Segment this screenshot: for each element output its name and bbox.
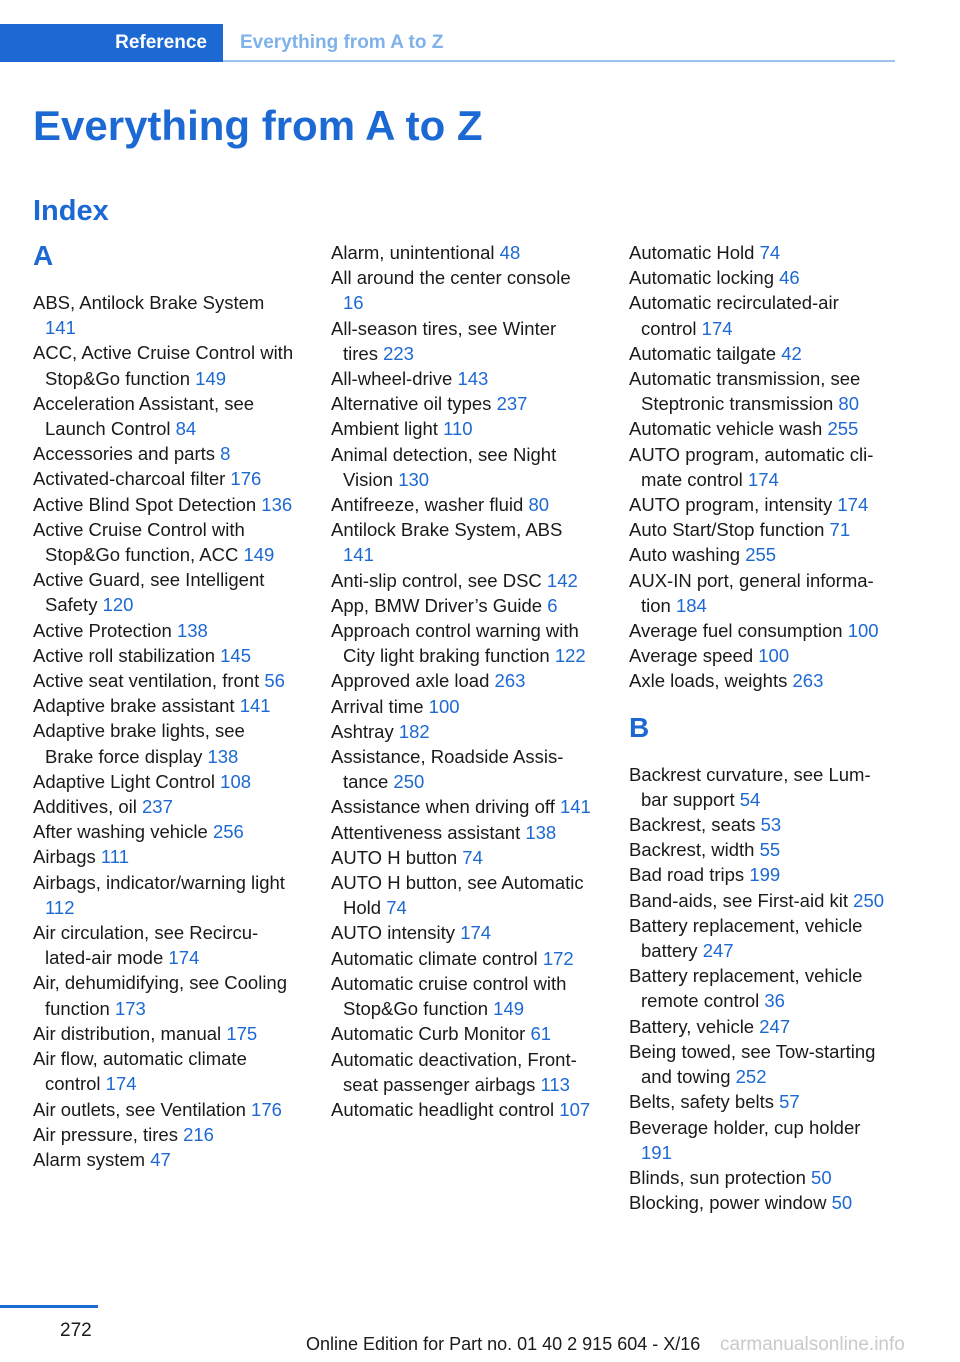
header-rule [223, 60, 895, 62]
index-entry [33, 693, 295, 718]
index-entry-text: Blinds, sun protection [629, 1166, 806, 1188]
index-entry [629, 492, 891, 517]
index-entry-text: Automatic headlight control [331, 1098, 555, 1120]
index-entry-text: Backrest, width [629, 839, 755, 861]
index-entry-text: Airbags [33, 846, 96, 868]
index-entry [33, 870, 295, 920]
index-entry [331, 870, 593, 920]
index-entry-text: Ashtray [331, 720, 394, 742]
index-entry [331, 366, 593, 391]
index-entry [331, 442, 593, 492]
index-page-link[interactable]: 84 [175, 418, 197, 440]
index-entry-text: Ambient light [331, 418, 438, 440]
index-entry [33, 466, 295, 491]
index-page-link[interactable]: 100 [758, 645, 790, 667]
index-entry-text: Active Blind Spot Detection [33, 493, 257, 515]
index-entry-text: Automatic deactivation, Front-seat passenger airbags [331, 1048, 577, 1095]
index-entry [33, 1147, 295, 1172]
index-entry-text: App, BMW Driver’s Guide [331, 594, 543, 616]
index-page-link[interactable]: 47 [150, 1148, 171, 1170]
index-entry [331, 416, 593, 441]
index-page-link[interactable]: 255 [745, 544, 777, 566]
index-entry-text: Air distribution, manual [33, 1022, 222, 1044]
index-column-3 [629, 240, 891, 1215]
index-entry [629, 1089, 891, 1114]
index-page-link[interactable]: 176 [251, 1098, 282, 1120]
index-entry-text: Animal detection, see Night Vision [331, 443, 557, 490]
index-page-link[interactable]: 199 [749, 864, 781, 886]
index-entry [629, 762, 891, 812]
index-entry [33, 819, 295, 844]
index-entry [331, 517, 593, 567]
index-entry [629, 1165, 891, 1190]
index-entry [629, 963, 891, 1013]
index-entry [33, 643, 295, 668]
index-page-link[interactable]: 250 [853, 889, 885, 911]
index-entry-text: Automatic Hold [629, 242, 755, 263]
index-column-1 [33, 240, 295, 1172]
index-letter: A [33, 240, 54, 271]
index-entry-text: Arrival time [331, 695, 424, 717]
index-entry-text: Automatic locking [629, 267, 774, 289]
index-entry [33, 1122, 295, 1147]
index-entry-text: AUTO intensity [331, 922, 456, 944]
index-page-link[interactable]: 237 [496, 393, 528, 415]
index-entry-text: Activated-charcoal filter [33, 468, 226, 490]
index-entry [629, 290, 891, 340]
index-page-link[interactable]: 237 [142, 796, 173, 818]
index-page-link[interactable]: 174 [837, 494, 869, 516]
index-entry-text: AUTO H button, see Automatic Hold [331, 872, 584, 919]
index-page-link[interactable]: 256 [212, 821, 244, 843]
index-entry-text: Attentiveness assistant [331, 821, 521, 843]
index-entry [33, 340, 295, 390]
index-entry [331, 618, 593, 668]
index-entry [331, 719, 593, 744]
index-page-link[interactable]: 113 [540, 1073, 570, 1095]
index-entry [331, 1047, 593, 1097]
index-entry [33, 567, 295, 617]
index-entry [629, 240, 891, 265]
index-entry-text: AUTO H button [331, 846, 458, 868]
index-page-link[interactable]: 247 [759, 1015, 791, 1037]
index-entry-text: Backrest, seats [629, 814, 756, 836]
index-entry [629, 265, 891, 290]
index-page-link[interactable]: 145 [220, 644, 252, 666]
index-entry [33, 441, 295, 466]
index-entry-text: Assistance, Roadside Assistance [331, 746, 564, 793]
index-page-link[interactable]: 174 [168, 947, 200, 969]
index-page-link[interactable]: 174 [460, 922, 492, 944]
footer-rule [0, 1305, 98, 1308]
index-page-link[interactable]: 48 [499, 242, 521, 263]
index-entry [33, 844, 295, 869]
index-entry-text: After washing vehicle [33, 821, 208, 843]
index-entry-text: Automatic vehicle wash [629, 418, 823, 440]
index-entry-text: Airbags, indicator/warning light [33, 871, 285, 893]
index-entry-text: Antilock Brake System, ABS [331, 519, 563, 541]
index-page-link[interactable]: 172 [542, 947, 574, 969]
index-entry-text: Automatic transmission, see Steptronic transmission [629, 368, 861, 415]
index-entry-text: Antifreeze, washer fluid [331, 494, 524, 516]
index-heading: Index [33, 195, 109, 227]
index-entry [331, 845, 593, 870]
index-page-link[interactable]: 174 [701, 317, 733, 339]
index-page-link[interactable]: 110 [443, 418, 473, 440]
index-entry-text: Air pressure, tires [33, 1123, 178, 1145]
index-entry [331, 946, 593, 971]
index-page-link[interactable]: 247 [702, 940, 734, 962]
index-entry [33, 1097, 295, 1122]
index-entry-text: Automatic cruise control with Stop&Go function [331, 972, 567, 1020]
index-entry [629, 442, 891, 492]
index-entry [331, 316, 593, 366]
index-entry [629, 1190, 891, 1215]
index-entry-text: Blocking, power window [629, 1192, 827, 1214]
index-entry [629, 568, 891, 618]
index-page-link[interactable]: 174 [105, 1073, 137, 1095]
index-entry-text: Active Guard, see Intelligent Safety [33, 569, 265, 616]
index-entry-text: Alternative oil types [331, 393, 492, 415]
index-entry [629, 1115, 891, 1165]
index-page-link[interactable]: 80 [838, 393, 859, 415]
index-entry-text: Adaptive brake assistant [33, 695, 235, 717]
section-tab-reference[interactable]: Reference [0, 24, 223, 62]
index-page-link[interactable]: 107 [559, 1098, 591, 1120]
index-entry [331, 568, 593, 593]
index-page-link[interactable]: 100 [428, 695, 460, 717]
index-entry [331, 265, 593, 315]
index-entry-text: Belts, safety belts [629, 1091, 774, 1113]
index-entry-text: Axle loads, weights [629, 670, 788, 692]
index-entry [331, 820, 593, 845]
index-entry [33, 391, 295, 441]
index-page-link[interactable]: 149 [243, 544, 275, 566]
index-entry [629, 341, 891, 366]
index-page-link[interactable]: 136 [261, 493, 293, 515]
index-entry [331, 971, 593, 1021]
index-page-link[interactable]: 141 [239, 695, 271, 717]
index-entry [33, 794, 295, 819]
index-page-link[interactable]: 16 [343, 292, 364, 314]
edition-note: Online Edition for Part no. 01 40 2 915 604 - X/16 [306, 1334, 701, 1354]
index-page-link[interactable]: 174 [747, 468, 779, 490]
index-entry-text: Air outlets, see Ventilation [33, 1098, 246, 1120]
index-entry [331, 668, 593, 693]
index-page-link[interactable]: 61 [530, 1023, 552, 1045]
index-entry-text: Auto washing [629, 544, 741, 566]
index-entry-text: Air circulation, see Recirculated-air mode [33, 922, 259, 969]
index-column-2 [331, 240, 593, 1122]
index-page-link[interactable]: 255 [827, 418, 859, 440]
index-page-link[interactable]: 112 [45, 896, 75, 918]
index-entry [629, 888, 891, 913]
index-page-link[interactable]: 42 [781, 342, 802, 364]
index-entry [629, 517, 891, 542]
index-entry-text: Active Protection [33, 619, 172, 641]
index-entry-text: All-wheel-drive [331, 368, 453, 390]
index-page-link[interactable]: 141 [559, 796, 591, 818]
section-tab-everything[interactable]: Everything from A to Z [240, 32, 444, 53]
index-entry-text: Adaptive Light Control [33, 770, 216, 792]
index-entry [33, 618, 295, 643]
index-entry [629, 1014, 891, 1039]
page-title: Everything from A to Z [33, 102, 483, 149]
index-entry [331, 920, 593, 945]
index-page-link[interactable]: 175 [226, 1022, 258, 1044]
index-page-link[interactable]: 143 [457, 368, 489, 390]
index-entry [331, 694, 593, 719]
index-entry [629, 668, 891, 693]
index-entry-text: Approach control warning with City light braking function [331, 620, 579, 667]
index-page-link[interactable]: 108 [220, 770, 252, 792]
index-entry [629, 862, 891, 887]
index-entry-text: ACC, Active Cruise Control with Stop&Go function [33, 342, 294, 389]
index-entry [331, 492, 593, 517]
index-entry-text: AUTO program, automatic climate control [629, 443, 874, 490]
index-entry [629, 618, 891, 643]
index-page-link[interactable]: 138 [525, 821, 557, 843]
index-entry [33, 290, 295, 340]
index-entry-text: Additives, oil [33, 796, 137, 818]
index-page-link[interactable]: 56 [264, 670, 285, 692]
index-entry [331, 593, 593, 618]
index-entry-text: Battery replacement, vehicle battery [629, 914, 863, 962]
index-entry [629, 1039, 891, 1089]
index-entry-text: Active roll stabilization [33, 644, 215, 666]
index-entry-text: Average speed [629, 645, 754, 667]
header-bar [0, 24, 895, 62]
index-entry [331, 391, 593, 416]
watermark: carmanualsonline.info [720, 1334, 905, 1355]
index-page-link[interactable]: 54 [739, 788, 761, 810]
index-entry [331, 1097, 593, 1122]
index-entry [629, 416, 891, 441]
index-entry [629, 812, 891, 837]
index-entry [629, 366, 891, 416]
index-entry-text: AUX-IN port, general information [629, 569, 874, 616]
index-page-link[interactable]: 141 [45, 317, 76, 339]
index-entry-text: Beverage holder, cup holder [629, 1116, 861, 1138]
index-page-link[interactable]: 80 [528, 494, 550, 516]
index-entry-text: Automatic Curb Monitor [331, 1023, 526, 1045]
index-entry-text: Acceleration Assistant, see Launch Control [33, 392, 255, 440]
index-entry [33, 769, 295, 794]
index-page-link[interactable]: 6 [547, 594, 558, 616]
index-page-link[interactable]: 130 [398, 468, 430, 490]
index-entry [33, 718, 295, 768]
index-entry-text: Band-aids, see First-aid kit [629, 889, 849, 911]
page-number: 272 [60, 1320, 92, 1341]
index-page-link[interactable]: 100 [847, 620, 879, 642]
index-page-link[interactable]: 138 [176, 619, 208, 641]
index-entry [629, 913, 891, 963]
index-page-link[interactable]: 138 [207, 745, 239, 767]
index-entry-text: Anti-slip control, see DSC [331, 569, 542, 591]
index-entry-text: Auto Start/Stop function [629, 519, 825, 541]
index-page-link[interactable]: 53 [760, 814, 782, 836]
index-entry-text: Alarm, unintentional [331, 242, 495, 263]
index-entry [629, 837, 891, 862]
index-page-link[interactable]: 111 [100, 846, 129, 868]
index-page-link[interactable]: 120 [102, 594, 134, 616]
index-page-link[interactable]: 46 [779, 267, 800, 289]
index-entry [33, 1046, 295, 1096]
index-entry [331, 1021, 593, 1046]
index-entry-text: Approved axle load [331, 670, 490, 692]
index-entry-text: Accessories and parts [33, 443, 216, 465]
index-entry-text: All around the center console [331, 267, 571, 289]
index-entry-text: Automatic tailgate [629, 342, 777, 364]
index-page-link[interactable]: 8 [220, 443, 231, 465]
index-page-link[interactable]: 223 [383, 342, 414, 364]
index-entry [331, 744, 593, 794]
index-page-link[interactable]: 55 [759, 839, 781, 861]
index-entry-text: Assistance when driving off [331, 796, 555, 818]
index-entry [33, 920, 295, 970]
index-page-link[interactable]: 142 [546, 569, 578, 591]
index-entry-text: Backrest curvature, see Lumbar support [629, 763, 871, 810]
index-page-link[interactable]: 57 [779, 1091, 800, 1113]
index-page-link[interactable]: 252 [735, 1066, 767, 1088]
index-page-link[interactable]: 74 [386, 897, 407, 919]
index-entry [33, 1021, 295, 1046]
index-page-link[interactable]: 216 [183, 1123, 214, 1145]
index-entry-text: ABS, Antilock Brake System [33, 292, 265, 313]
index-page-link[interactable]: 173 [114, 997, 146, 1019]
index-entry-text: Adaptive brake lights, see Brake force display [33, 720, 245, 767]
index-page-link[interactable]: 71 [829, 519, 851, 541]
index-entry [33, 970, 295, 1020]
index-entry [33, 492, 295, 517]
index-entry-text: Automatic climate control [331, 947, 538, 969]
index-page-link[interactable]: 263 [792, 670, 824, 692]
index-entry-text: Air, dehumidifying, see Cooling function [33, 972, 288, 1019]
index-page-link[interactable]: 50 [831, 1192, 853, 1214]
index-page-link[interactable]: 263 [494, 670, 526, 692]
index-page-link[interactable]: 149 [195, 367, 227, 389]
index-entry-text: Automatic recirculated-air control [629, 292, 839, 339]
index-page-link[interactable]: 74 [462, 846, 483, 868]
index-entry [331, 794, 593, 819]
index-entry-text: Battery, vehicle [629, 1015, 755, 1037]
index-entry-text: All-season tires, see Winter tires [331, 317, 557, 364]
index-entry [33, 517, 295, 567]
index-entry [629, 643, 891, 668]
index-entry-text: Average fuel consumption [629, 620, 843, 642]
index-entry-text: Alarm system [33, 1148, 146, 1170]
index-entry-text: Battery replacement, vehicle remote control [629, 965, 863, 1012]
index-entry-text: AUTO program, intensity [629, 494, 833, 516]
index-page-link[interactable]: 122 [554, 645, 586, 667]
index-entry-text: Bad road trips [629, 864, 745, 886]
index-page-link[interactable]: 176 [230, 468, 262, 490]
index-page-link[interactable]: 141 [343, 544, 374, 566]
index-page-link[interactable]: 36 [764, 990, 785, 1012]
index-entry-text: Air flow, automatic climate control [33, 1048, 247, 1095]
index-entry-text: Being towed, see Tow-starting and towing [629, 1040, 876, 1088]
index-letter: B [629, 711, 650, 743]
index-page-link[interactable]: 149 [493, 998, 525, 1020]
index-entry-text: Active seat ventilation, front [33, 670, 260, 692]
index-entry [629, 542, 891, 567]
index-page-link[interactable]: 250 [393, 771, 425, 793]
index-page-link[interactable]: 74 [759, 242, 781, 263]
index-page-link[interactable]: 182 [398, 720, 430, 742]
index-page-link[interactable]: 191 [641, 1141, 672, 1163]
index-entry [33, 668, 295, 693]
index-entry [331, 240, 593, 265]
index-entry-text: Active Cruise Control with Stop&Go function, ACC [33, 518, 245, 566]
index-page-link[interactable]: 50 [811, 1166, 832, 1188]
index-page-link[interactable]: 184 [675, 594, 707, 616]
